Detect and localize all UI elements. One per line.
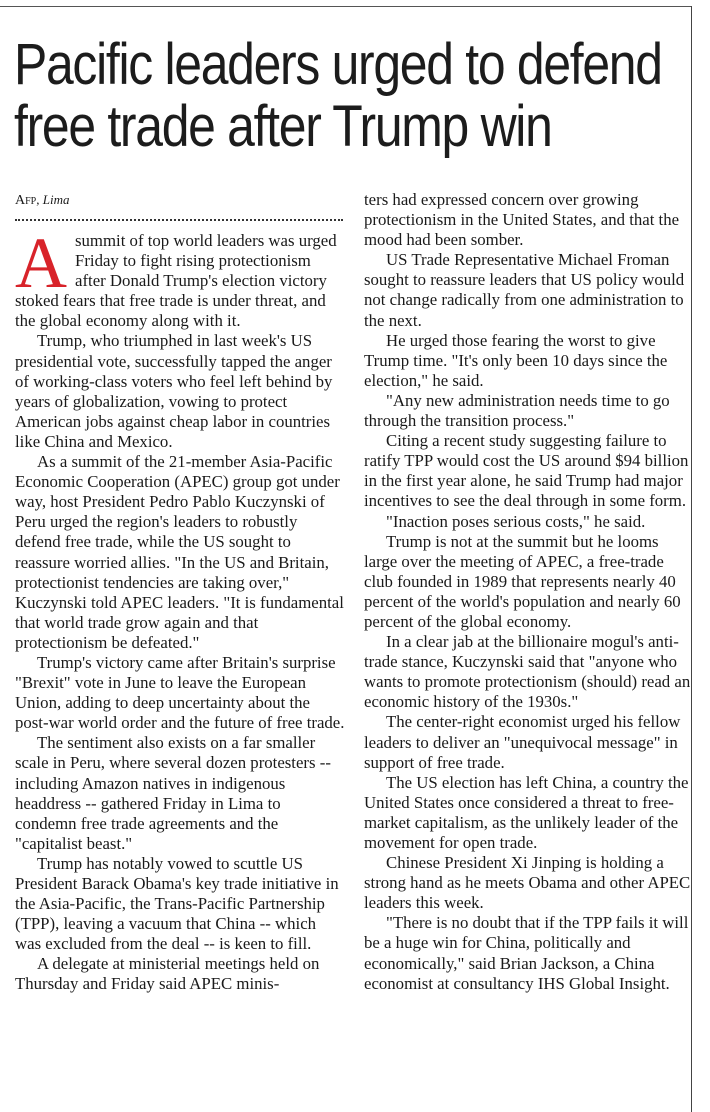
paragraph: Trump, who triumphed in last week's US presidential vote, successfully tapped the anger of working-class voters who feel left behind by years of globalization, vowing to protect American jobs against cheap labor in countries like China and Mexico. — [15, 331, 333, 451]
drop-cap: A — [15, 223, 67, 303]
paragraph: "Inaction poses serious costs," he said. — [386, 511, 646, 531]
paragraph: Trump is not at the summit but he looms large over the meeting of APEC, a free-trade club founded in 1989 that represents nearly 40 percent of the world's population and nearly 60 percent of the global economy. — [364, 531, 681, 631]
byline-agency: Afp — [15, 193, 37, 208]
paragraph: The sentiment also exists on a far smaller scale in Peru, where several dozen protesters -- including Amazon natives in indigenous headdress -- gathered Friday in Lima to condemn free trade agreements and the "capitalist beast." — [15, 733, 331, 853]
byline: Afp, Lima — [15, 192, 70, 208]
byline-location: Lima — [42, 192, 70, 207]
paragraph: Trump's victory came after Britain's surprise "Brexit" vote in June to leave the European Union, adding to deep uncertainty about the post-war world order and the future of free trade. — [15, 652, 345, 733]
lede-paragraph — [15, 223, 345, 331]
paragraph: Chinese President Xi Jinping is holding a strong hand as he meets Obama and other APEC leaders this week. — [364, 853, 691, 913]
column-left — [15, 190, 345, 995]
paragraph: Citing a recent study suggesting failure to ratify TPP would cost the US around $94 billion in the first year alone, he said Trump had major incentives to see the deal through in some form. — [364, 431, 689, 511]
lede-text: summit of top world leaders was urged Friday to fight rising protectionism after Donald Trump's election victory stoked fears that free trade is under threat, and the global economy along with it. — [15, 231, 337, 331]
paragraph: He urged those fearing the worst to give Trump time. "It's only been 10 days since the election," he said. — [364, 330, 668, 390]
paragraph: The center-right economist urged his fellow leaders to deliver an "unequivocal message" in support of free trade. — [364, 712, 681, 772]
paragraph: Trump has notably vowed to scuttle US President Barack Obama's key trade initiative in the Asia-Pacific, the Trans-Pacific Partnership (TPP), leaving a vacuum that China -- which was excluded from the deal -- is keen to fill. — [15, 853, 339, 954]
paragraph: In a clear jab at the billionaire mogul's anti-trade stance, Kuczynski said that "anyone who wants to promote protectionism (should) read an economic history of the 1930s." — [364, 632, 691, 712]
paragraph: US Trade Representative Michael Froman sought to reassure leaders that US policy would not change radically from one administration to the next. — [364, 250, 685, 330]
headline: Pacific leaders urged to defend free trade after Trump win — [14, 32, 662, 159]
dotted-divider — [15, 219, 343, 221]
paragraph: "Any new administration needs time to go through the transition process." — [364, 390, 670, 431]
paragraph: The US election has left China, a country the United States once considered a threat to free-market capitalism, as the unlikely leader of the movement for open trade. — [364, 772, 689, 852]
top-rule — [0, 6, 692, 7]
paragraph: "There is no doubt that if the TPP fails it will be a huge win for China, politically and economically," said Brian Jackson, a China economist at consultancy IHS Global Insight. — [364, 913, 689, 993]
paragraph-continuation: ters had expressed concern over growing protectionism in the United States, and that the mood had been somber. — [364, 190, 680, 250]
paragraph: A delegate at ministerial meetings held on Thursday and Friday said APEC minis- — [15, 954, 320, 994]
paragraph: As a summit of the 21-member Asia-Pacific Economic Cooperation (APEC) group got under way, host President Pedro Pablo Kuczynski of Peru urged the region's leaders to robustly defend free trade, while the US sought to reassure worried allies. "In the US and Britain, protectionist tendencies are taking over," Kuczynski told APEC leaders. "It is fundamental that world trade grow again and that protectionism be defeated." — [15, 452, 344, 652]
column-right — [364, 190, 692, 994]
